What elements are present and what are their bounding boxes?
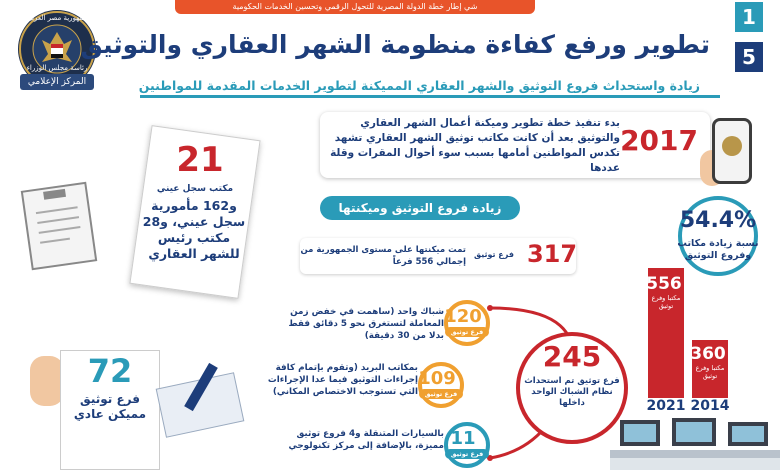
registry-offices-line1: مكتب سجل عيني	[156, 184, 234, 194]
intro-text: بدء تنفيذ خطة تطوير وميكنة أعمال الشهر العقاري والتوثيق بعد أن كانت مكاتب توثيق الشهر العقاري تشهد تكدس المواطنين أمامها بسبب سوء أحوال المقرات وقلة عددها	[330, 117, 620, 174]
mobile-branches-number: 11	[450, 428, 476, 449]
logo-ring-top-text: جمهورية مصر العربية	[26, 14, 88, 22]
bar-2014	[692, 340, 728, 398]
mechanized-branches-text: تمت ميكنتها على مستوى الجمهورية من إجمالي 556 فرعاً	[300, 245, 466, 267]
section-header-branches: زيادة فروع التوثيق وميكنتها	[320, 196, 520, 220]
series-number-badge: 1	[735, 2, 763, 32]
one-window-branches-text: شباك واحد (ساهمت في خفض زمن المعاملة لتستغرق نحو 5 دقائق فقط بدلا من 30 دقيقة)	[288, 307, 444, 341]
bar-2014-value: 360	[690, 344, 726, 364]
bar-2014-unit: مكتبا وفرع توثيق	[695, 364, 725, 380]
page-subtitle: زيادة واستحداث فروع التوثيق والشهر العقاري المميكنة لتطوير الخدمات المقدمة للمواطنين	[138, 78, 700, 93]
mobile-branches-text: بالسيارات المتنقلة و4 فروع توثيق مميزة، بالإضافة إلى مركز تكنولوجي	[288, 429, 444, 451]
increase-value: 54.4%	[679, 208, 757, 233]
increase-label: نسبة زيادة مكاتب وفروع التوثيق	[677, 238, 759, 261]
registry-offices-number: 21	[176, 140, 224, 180]
one-window-branches-circle	[444, 300, 490, 346]
intro-year: 2017	[620, 124, 698, 157]
top-banner: شي إطار خطة الدولة المصرية للتحول الرقمي وتحسين الخدمات الحكومية	[175, 0, 535, 14]
bar-2021-value: 556	[646, 274, 682, 294]
hand-icon	[30, 356, 64, 406]
post-office-branches-number: 109	[418, 368, 456, 389]
post-office-branches-unit: فرع توثيق	[419, 389, 463, 399]
single-window-total-number: 245	[542, 340, 602, 373]
mobile-branches-circle	[444, 422, 490, 468]
regular-branches-text: فرع توثيق مميكن عادي	[73, 392, 147, 421]
clipboard-document-icon	[21, 182, 97, 270]
logo-ring-bottom-text: رئاسة مجلس الوزراء	[26, 64, 88, 72]
issue-number-badge: 5	[735, 42, 763, 72]
bar-2021-unit: مكتبا وفرع توثيق	[651, 294, 681, 310]
post-office-branches-text: بمكاتب البريد (وتقوم بإتمام كافة إجراءات التوثيق فيما عدا الإجراءات التي تستوجب الاختصاص المكاني)	[267, 363, 418, 397]
one-window-branches-number: 120	[444, 306, 482, 327]
mechanized-branches-number: 317	[526, 240, 578, 268]
single-window-total-text: فرع توثيق تم استحداث نظام الشباك الواحد داخلها	[524, 376, 620, 408]
bar-2021-year-label: 2021	[646, 398, 686, 414]
logo-caption: المركز الإعلامي	[20, 74, 94, 90]
regular-branches-number: 72	[87, 352, 133, 390]
office-desks-illustration	[610, 410, 780, 470]
mobile-branches-unit: فرع توثيق	[445, 449, 489, 459]
one-window-branches-unit: فرع توثيق	[445, 327, 489, 337]
bar-2014-year-label: 2014	[690, 398, 730, 414]
phone-screen-seal-icon	[722, 136, 742, 156]
page-title: تطوير ورفع كفاءة منظومة الشهر العقاري والتوثيق	[80, 30, 710, 59]
mechanized-branches-unit: فرع توثيق	[474, 250, 514, 259]
post-office-branches-circle	[418, 362, 464, 408]
registry-offices-line2: و162 مأمورية سجل عيني، و28 مكتب رئيس للشهر العقاري	[142, 198, 246, 261]
